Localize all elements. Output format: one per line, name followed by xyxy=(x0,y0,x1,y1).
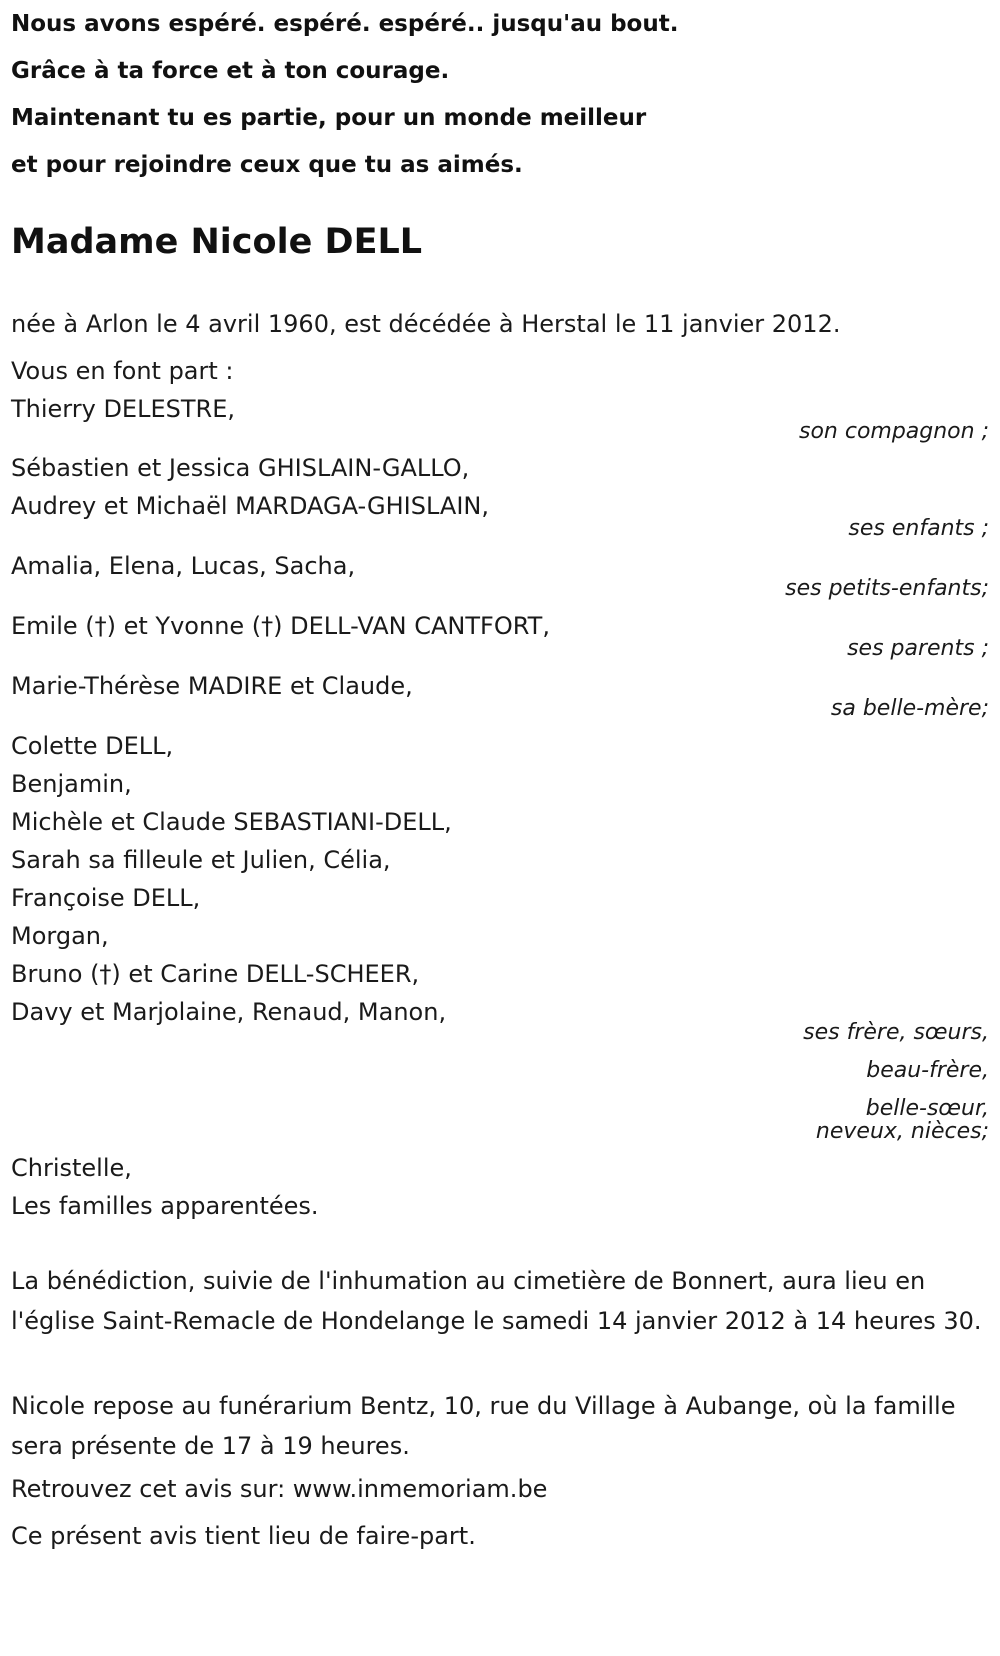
sibling-name-7: Bruno (†) et Carine DELL-SCHEER, xyxy=(11,960,420,988)
grandchildren-names: Amalia, Elena, Lucas, Sacha, xyxy=(11,552,356,580)
birth-death-line: née à Arlon le 4 avril 1960, est décédée à Herstal le 11 janvier 2012. xyxy=(11,310,841,338)
announcement-intro: Vous en font part : xyxy=(11,357,234,385)
companion-relation: son compagnon ; xyxy=(798,419,989,444)
poem-line-4: et pour rejoindre ceux que tu as aimés. xyxy=(11,152,523,178)
siblings-relation-3: belle-sœur, xyxy=(865,1096,989,1121)
website-line: Retrouvez cet avis sur: www.inmemoriam.be xyxy=(11,1475,548,1503)
sibling-name-1: Colette DELL, xyxy=(11,732,174,760)
siblings-relation-4: neveux, nièces; xyxy=(815,1119,989,1144)
sibling-name-4: Sarah sa filleule et Julien, Célia, xyxy=(11,846,391,874)
closing-line: Ce présent avis tient lieu de faire-part. xyxy=(11,1522,476,1550)
sibling-name-3: Michèle et Claude SEBASTIANI-DELL, xyxy=(11,808,452,836)
deceased-name-title: Madame Nicole DELL xyxy=(11,222,423,262)
parents-names: Emile (†) et Yvonne (†) DELL-VAN CANTFORT, xyxy=(11,612,550,640)
poem-line-1: Nous avons espéré. espéré. espéré.. jusqu'au bout. xyxy=(11,11,679,37)
sibling-name-2: Benjamin, xyxy=(11,770,132,798)
child-name-1: Sébastien et Jessica GHISLAIN-GALLO, xyxy=(11,454,470,482)
companion-name: Thierry DELESTRE, xyxy=(11,395,235,423)
siblings-relation-2: beau-frère, xyxy=(866,1058,989,1083)
poem-line-2: Grâce à ta force et à ton courage. xyxy=(11,58,450,84)
sibling-name-6: Morgan, xyxy=(11,922,109,950)
grandchildren-relation: ses petits-enfants; xyxy=(785,576,989,601)
ceremony-paragraph: La bénédiction, suivie de l'inhumation au cimetière de Bonnert, aura lieu en l'église Saint-Remacle de Hondelange le samedi 14 janvier 2012 à 14 heures 30. xyxy=(11,1267,982,1335)
siblings-relation-1: ses frère, sœurs, xyxy=(803,1020,989,1045)
child-name-2: Audrey et Michaël MARDAGA-GHISLAIN, xyxy=(11,492,489,520)
other-family-2: Les familles apparentées. xyxy=(11,1192,319,1220)
children-relation: ses enfants ; xyxy=(848,516,989,541)
mother-in-law-relation: sa belle-mère; xyxy=(830,696,989,721)
sibling-name-5: Françoise DELL, xyxy=(11,884,201,912)
parents-relation: ses parents ; xyxy=(847,636,989,661)
visitation-paragraph: Nicole repose au funérarium Bentz, 10, rue du Village à Aubange, où la famille sera présente de 17 à 19 heures. xyxy=(11,1392,956,1460)
mother-in-law-names: Marie-Thérèse MADIRE et Claude, xyxy=(11,672,413,700)
sibling-name-8: Davy et Marjolaine, Renaud, Manon, xyxy=(11,998,447,1026)
poem-line-3: Maintenant tu es partie, pour un monde meilleur xyxy=(11,105,647,131)
other-family-1: Christelle, xyxy=(11,1154,132,1182)
